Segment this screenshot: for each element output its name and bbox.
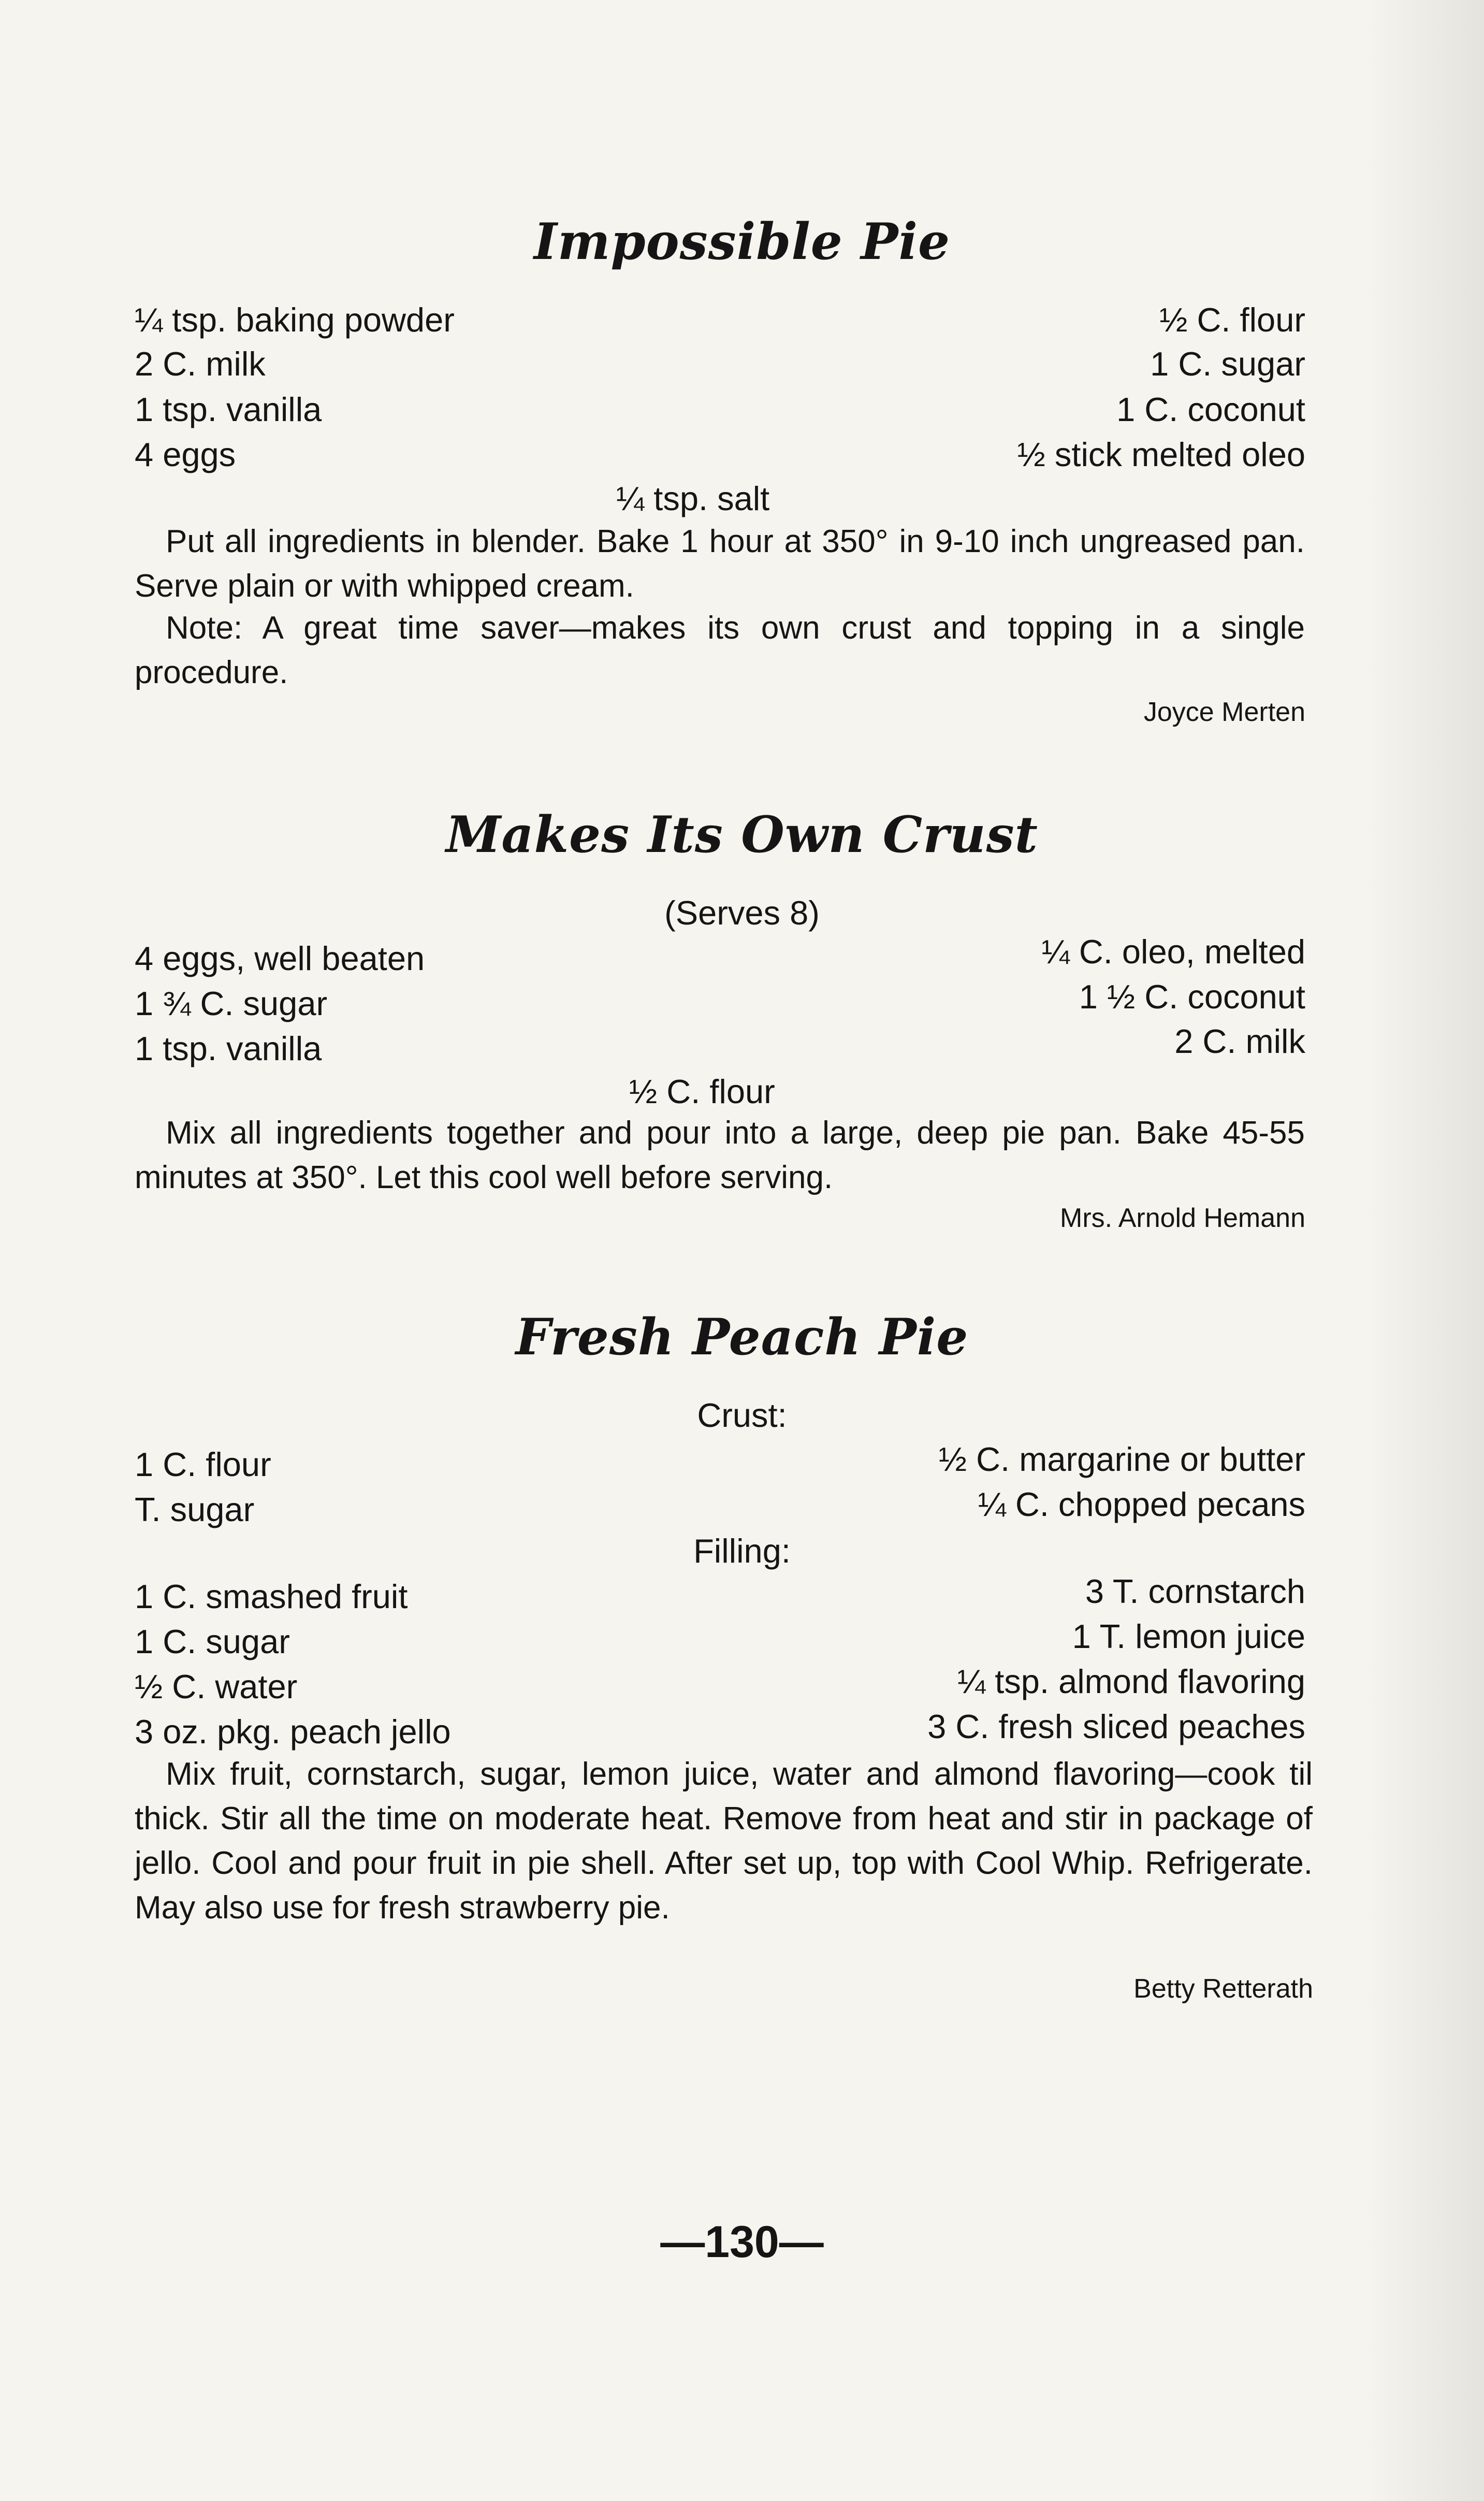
ingredient: T. sugar [135,1491,255,1528]
ingredient: 1 ¾ C. sugar [135,985,328,1022]
directions: Put all ingredients in blender. Bake 1 hour at 350° in 9-10 inch ungreased pan. Serve plain or with whipped cream. [135,524,1305,604]
page-edge-shadow [1365,0,1484,2501]
ingredient: 1 C. flour [135,1445,271,1483]
directions: Mix fruit, cornstarch, sugar, lemon juice, water and almond flavoring—cook til thick. Stir all the time on moderate heat. Remove from heat and stir in package of jello. Cool and pour fruit in pie shell. After set up, top with Cool Whip. Refrigerate. May also use for fresh strawberry pie. [135,1756,1313,1926]
ingredient: 2 C. milk [1174,1022,1305,1060]
ingredient: 2 C. milk [135,345,266,383]
recipe-credit: Betty Retterath [1133,1974,1313,2004]
ingredient: 3 T. cornstarch [1085,1572,1305,1610]
ingredient: ½ C. margarine or butter [938,1440,1305,1478]
ingredient: ¼ C. chopped pecans [978,1485,1305,1523]
recipe-title: Makes Its Own Crust [446,805,1038,864]
ingredient: 4 eggs, well beaten [135,939,425,977]
ingredient: ½ stick melted oleo [1017,436,1305,473]
filling-label: Filling: [693,1532,791,1570]
ingredient: 1 C. sugar [135,1623,290,1660]
ingredient: 1 C. sugar [1150,345,1305,383]
ingredient: ¼ tsp. almond flavoring [957,1662,1305,1700]
ingredient: 1 T. lemon juice [1072,1617,1305,1655]
recipe-title: Fresh Peach Pie [515,1308,969,1366]
ingredient: ½ C. flour [629,1073,775,1110]
ingredient: 1 C. coconut [1116,391,1305,428]
ingredient: 4 eggs [135,436,236,473]
ingredient: 3 C. fresh sliced peaches [927,1708,1305,1745]
directions: Mix all ingredients together and pour into a large, deep pie pan. Bake 45-55 minutes at 350°. Let this cool well before serving. [135,1115,1305,1195]
ingredient: 1 tsp. vanilla [135,391,322,428]
ingredient: 1 ½ C. coconut [1079,978,1305,1016]
ingredient: ½ C. flour [1159,301,1305,339]
ingredient: ¼ tsp. salt [616,480,770,517]
ingredient: 3 oz. pkg. peach jello [135,1713,451,1751]
ingredient: ¼ C. oleo, melted [1041,933,1305,971]
ingredient: ¼ tsp. baking powder [135,301,455,339]
recipe-title: Impossible Pie [533,212,951,271]
ingredient: ½ C. water [135,1668,298,1705]
ingredient: 1 tsp. vanilla [135,1030,322,1067]
note: Note: A great time saver—makes its own crust and topping in a single procedure. [135,610,1305,690]
crust-label: Crust: [697,1396,787,1434]
recipe-credit: Mrs. Arnold Hemann [1060,1203,1305,1233]
servings: (Serves 8) [664,894,820,932]
recipe-credit: Joyce Merten [1143,697,1305,727]
ingredient: 1 C. smashed fruit [135,1578,408,1615]
page-number: —130— [660,2217,824,2267]
